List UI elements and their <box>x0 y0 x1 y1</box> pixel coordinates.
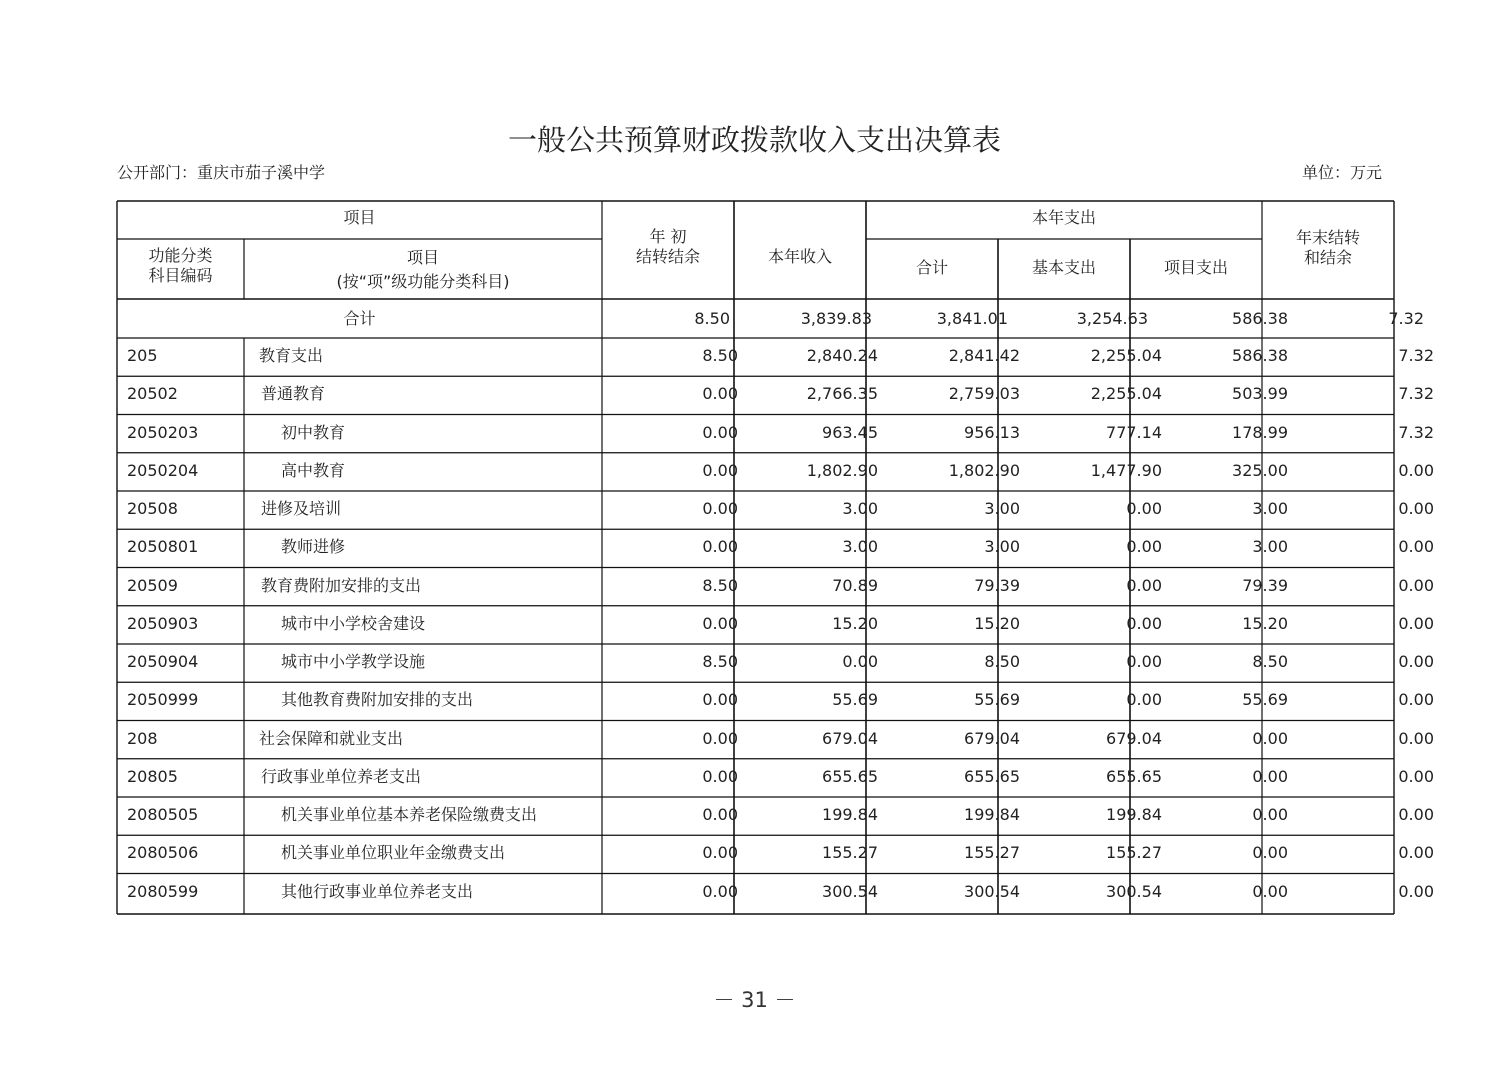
row-total: 155.27 <box>964 843 1020 863</box>
row-basic: 0.00 <box>1126 537 1162 557</box>
row-name: 城市中小学校舍建设 <box>281 613 426 633</box>
row-name: 其他行政事业单位养老支出 <box>281 881 474 901</box>
row-closing: 0.00 <box>1398 728 1434 748</box>
row-basic: 300.54 <box>1106 881 1162 901</box>
row-income: 55.69 <box>832 690 878 710</box>
row-code: 20508 <box>127 499 178 518</box>
row-opening: 0.00 <box>702 881 738 901</box>
row-opening: 8.50 <box>702 346 738 365</box>
row-code: 208 <box>127 728 158 748</box>
row-income: 0.00 <box>842 652 878 671</box>
row-code: 20805 <box>127 766 178 786</box>
row-opening: 0.00 <box>702 613 738 633</box>
row-income: 963.45 <box>822 422 878 442</box>
row-project: 3.00 <box>1252 499 1288 518</box>
page-title: 一般公共预算财政拨款收入支出决算表 <box>507 123 1001 157</box>
row-opening: 0.00 <box>702 690 738 710</box>
row-total: 2,841.42 <box>948 346 1020 365</box>
row-project: 0.00 <box>1252 728 1288 748</box>
row-total: 8.50 <box>984 652 1020 671</box>
header-project: 项目 <box>343 208 376 227</box>
row-basic: 1,477.90 <box>1090 460 1162 480</box>
header-expense-project: 项目支出 <box>1163 258 1228 277</box>
row-code: 2080505 <box>127 805 199 824</box>
row-opening: 8.50 <box>702 575 738 595</box>
row-basic: 0.00 <box>1126 575 1162 595</box>
row-project: 586.38 <box>1232 346 1288 365</box>
total-expense-total: 3,841.01 <box>936 309 1008 328</box>
header-code-line1: 功能分类 <box>148 246 213 265</box>
row-closing: 0.00 <box>1398 805 1434 824</box>
row-name: 行政事业单位养老支出 <box>261 766 422 786</box>
row-total: 2,759.03 <box>948 384 1020 404</box>
row-name: 教育费附加安排的支出 <box>261 575 422 595</box>
row-basic: 0.00 <box>1126 652 1162 671</box>
row-basic: 199.84 <box>1106 805 1162 824</box>
row-project: 3.00 <box>1252 537 1288 557</box>
row-project: 0.00 <box>1252 881 1288 901</box>
total-label: 合计 <box>343 309 376 328</box>
header-name-line2: (按“项”级功能分类科目) <box>336 272 510 291</box>
row-closing: 0.00 <box>1398 460 1434 480</box>
total-income: 3,839.83 <box>800 309 872 328</box>
row-total: 1,802.90 <box>948 460 1020 480</box>
header-expense-group: 本年支出 <box>1031 208 1096 227</box>
row-opening: 0.00 <box>702 537 738 557</box>
row-code: 2050999 <box>127 690 199 710</box>
row-name: 其他教育费附加安排的支出 <box>281 690 474 710</box>
row-opening: 0.00 <box>702 384 738 404</box>
unit-label: 单位：万元 <box>1302 163 1383 182</box>
row-project: 79.39 <box>1242 575 1288 595</box>
row-project: 0.00 <box>1252 843 1288 863</box>
header-closing-line1: 年末结转 <box>1295 228 1360 247</box>
row-income: 2,840.24 <box>806 346 878 365</box>
row-total: 956.13 <box>964 422 1020 442</box>
row-total: 679.04 <box>964 728 1020 748</box>
total-expense-basic: 3,254.63 <box>1076 309 1148 328</box>
row-project: 0.00 <box>1252 766 1288 786</box>
row-code: 2050204 <box>127 460 199 480</box>
row-basic: 655.65 <box>1106 766 1162 786</box>
row-income: 3.00 <box>842 537 878 557</box>
row-total: 199.84 <box>964 805 1020 824</box>
row-name: 普通教育 <box>261 384 326 404</box>
row-code: 2050203 <box>127 422 199 442</box>
row-closing: 0.00 <box>1398 843 1434 863</box>
row-income: 199.84 <box>822 805 878 824</box>
row-code: 20509 <box>127 575 178 595</box>
row-name: 进修及培训 <box>261 499 342 518</box>
row-opening: 0.00 <box>702 422 738 442</box>
row-name: 机关事业单位基本养老保险缴费支出 <box>281 805 538 824</box>
row-income: 15.20 <box>832 613 878 633</box>
row-closing: 0.00 <box>1398 575 1434 595</box>
row-closing: 0.00 <box>1398 766 1434 786</box>
header-expense-total: 合计 <box>915 258 948 277</box>
row-name: 初中教育 <box>281 422 346 442</box>
row-income: 679.04 <box>822 728 878 748</box>
row-income: 155.27 <box>822 843 878 863</box>
header-income: 本年收入 <box>767 247 832 266</box>
row-code: 205 <box>127 346 158 365</box>
department-label: 公开部门：重庆市茄子溪中学 <box>117 163 326 182</box>
row-closing: 0.00 <box>1398 881 1434 901</box>
row-closing: 7.32 <box>1398 346 1434 365</box>
row-closing: 0.00 <box>1398 690 1434 710</box>
row-total: 15.20 <box>974 613 1020 633</box>
row-code: 2080506 <box>127 843 199 863</box>
row-code: 2050801 <box>127 537 199 557</box>
row-income: 1,802.90 <box>806 460 878 480</box>
row-code: 2080599 <box>127 881 199 901</box>
row-income: 655.65 <box>822 766 878 786</box>
row-closing: 0.00 <box>1398 499 1434 518</box>
total-expense-project: 586.38 <box>1232 309 1288 328</box>
row-basic: 0.00 <box>1126 613 1162 633</box>
row-basic: 155.27 <box>1106 843 1162 863</box>
row-income: 300.54 <box>822 881 878 901</box>
row-total: 3.00 <box>984 499 1020 518</box>
row-name: 教师进修 <box>281 537 346 557</box>
row-closing: 0.00 <box>1398 652 1434 671</box>
row-basic: 2,255.04 <box>1090 384 1162 404</box>
row-basic: 0.00 <box>1126 690 1162 710</box>
row-project: 15.20 <box>1242 613 1288 633</box>
row-income: 3.00 <box>842 499 878 518</box>
header-opening-line2: 结转结余 <box>635 247 700 266</box>
row-opening: 0.00 <box>702 843 738 863</box>
row-closing: 0.00 <box>1398 537 1434 557</box>
row-project: 178.99 <box>1232 422 1288 442</box>
row-income: 2,766.35 <box>806 384 878 404</box>
row-basic: 2,255.04 <box>1090 346 1162 365</box>
row-total: 300.54 <box>964 881 1020 901</box>
header-closing-line2: 和结余 <box>1303 248 1352 267</box>
row-closing: 7.32 <box>1398 384 1434 404</box>
row-basic: 0.00 <box>1126 499 1162 518</box>
row-opening: 0.00 <box>702 499 738 518</box>
total-opening: 8.50 <box>694 309 730 328</box>
header-code-line2: 科目编码 <box>148 266 213 285</box>
row-basic: 777.14 <box>1106 422 1162 442</box>
header-opening-line1: 年 初 <box>649 227 687 246</box>
row-name: 社会保障和就业支出 <box>259 728 404 748</box>
row-closing: 0.00 <box>1398 613 1434 633</box>
header-expense-basic: 基本支出 <box>1031 258 1096 277</box>
row-opening: 0.00 <box>702 728 738 748</box>
row-project: 0.00 <box>1252 805 1288 824</box>
row-name: 高中教育 <box>281 460 346 480</box>
row-name: 城市中小学教学设施 <box>281 652 426 671</box>
row-total: 79.39 <box>974 575 1020 595</box>
row-total: 655.65 <box>964 766 1020 786</box>
row-name: 机关事业单位职业年金缴费支出 <box>281 843 506 863</box>
row-project: 55.69 <box>1242 690 1288 710</box>
total-closing: 7.32 <box>1388 309 1424 328</box>
row-project: 503.99 <box>1232 384 1288 404</box>
row-project: 325.00 <box>1232 460 1288 480</box>
row-basic: 679.04 <box>1106 728 1162 748</box>
row-opening: 0.00 <box>702 805 738 824</box>
row-total: 55.69 <box>974 690 1020 710</box>
row-total: 3.00 <box>984 537 1020 557</box>
row-opening: 0.00 <box>702 460 738 480</box>
row-code: 2050904 <box>127 652 199 671</box>
row-opening: 0.00 <box>702 766 738 786</box>
row-code: 20502 <box>127 384 178 404</box>
row-code: 2050903 <box>127 613 199 633</box>
page-number: － 31 － <box>713 988 796 1012</box>
row-project: 8.50 <box>1252 652 1288 671</box>
row-income: 70.89 <box>832 575 878 595</box>
row-closing: 7.32 <box>1398 422 1434 442</box>
row-opening: 8.50 <box>702 652 738 671</box>
row-name: 教育支出 <box>259 346 324 365</box>
header-name-line1: 项目 <box>406 248 439 267</box>
